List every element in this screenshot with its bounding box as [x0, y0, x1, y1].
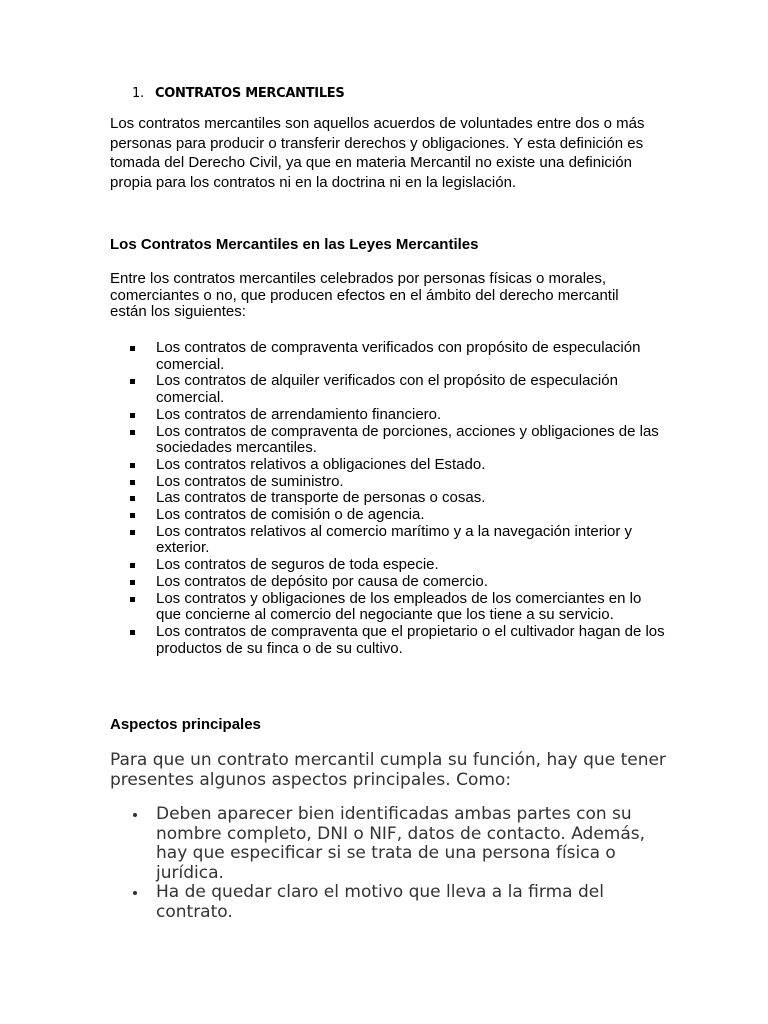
square-bullet-icon [130, 530, 135, 535]
square-bullet-icon [130, 580, 135, 585]
square-bullet-icon [130, 379, 135, 384]
list-item-text: Los contratos de compraventa verificados con propósito de especulación comercial. [156, 339, 641, 373]
list-item [110, 373, 670, 406]
list-item [110, 457, 670, 474]
list-item [110, 883, 670, 922]
square-bullet-icon [130, 346, 135, 351]
list-item [110, 507, 670, 524]
intro-paragraph: Los contratos mercantiles son aquellos acuerdos de voluntades entre dos o más personas para producir o transferir derechos y obligaciones. Y esta definición es tomada del Derecho Civil, ya que en materia Mercantil no existe una definición propia para los contratos ni en la doctrina ni en la legislación. [110, 115, 645, 191]
list-item-text: Los contratos y obligaciones de los empleados de los comerciantes en lo que concierne al comercio del negociante que los tiene a su servicio. [156, 589, 642, 624]
aspectos-list [110, 805, 670, 922]
list-item [110, 557, 670, 574]
list-item [110, 624, 670, 657]
list-item-text: Deben aparecer bien identificadas ambas partes con su nombre completo, DNI o NIF, datos de contacto. Además, hay que especificar si se trata de una persona física o jurídica. [156, 804, 646, 883]
list-item [110, 591, 670, 624]
list-item [110, 490, 670, 507]
list-item [110, 407, 670, 424]
section-heading-contratos-mercantiles [132, 86, 344, 101]
list-item [110, 805, 670, 883]
list-item [110, 574, 670, 591]
section-title-leyes: Los Contratos Mercantiles en las Leyes Mercantiles [110, 236, 479, 253]
list-item [110, 524, 670, 557]
list-item-text: Los contratos de seguros de toda especie. [156, 556, 439, 574]
list-item-text: Los contratos de compraventa de porciones, acciones y obligaciones de las sociedades mercantiles. [156, 422, 659, 457]
square-bullet-icon [130, 630, 135, 635]
square-bullet-icon [130, 513, 135, 518]
square-bullet-icon [130, 430, 135, 435]
list-item-text: Los contratos de comisión o de agencia. [156, 506, 425, 524]
list-item-text: Ha de quedar claro el motivo que lleva a la firma del contrato. [156, 882, 604, 922]
heading-number: 1. [132, 86, 144, 101]
list-item-text: Los contratos relativos al comercio marítimo y a la navegación interior y exterior. [156, 522, 633, 557]
square-bullet-icon [130, 413, 135, 418]
list-item [110, 424, 670, 457]
leyes-paragraph: Entre los contratos mercantiles celebrados por personas físicas o morales, comerciantes o no, que producen efectos en el ámbito del derecho mercantil están los siguientes: [110, 270, 619, 321]
section-title-aspectos: Aspectos principales [110, 716, 261, 733]
list-item-text: Los contratos de suministro. [156, 472, 344, 490]
square-bullet-icon [130, 480, 135, 485]
list-item-text: Los contratos de arrendamiento financiero. [156, 405, 442, 423]
square-bullet-icon [130, 563, 135, 568]
round-bullet-icon [133, 813, 137, 817]
list-item-text: Los contratos relativos a obligaciones del Estado. [156, 455, 486, 473]
list-item-text: Las contratos de transporte de personas o cosas. [156, 489, 486, 507]
list-item-text: Los contratos de compraventa que el propietario o el cultivador hagan de los productos de su finca o de su cultivo. [156, 622, 665, 657]
square-bullet-icon [130, 597, 135, 602]
list-item [110, 340, 670, 373]
heading-text: CONTRATOS MERCANTILES [155, 86, 345, 101]
square-bullet-icon [130, 496, 135, 501]
square-bullet-icon [130, 463, 135, 468]
aspectos-paragraph: Para que un contrato mercantil cumpla su función, hay que tener presentes algunos aspectos principales. Como: [110, 750, 666, 790]
list-item-text: Los contratos de alquiler verificados con el propósito de especulación comercial. [156, 372, 618, 407]
contract-types-list [110, 340, 670, 657]
round-bullet-icon [133, 891, 137, 895]
list-item-text: Los contratos de depósito por causa de comercio. [156, 572, 488, 590]
list-item [110, 474, 670, 491]
